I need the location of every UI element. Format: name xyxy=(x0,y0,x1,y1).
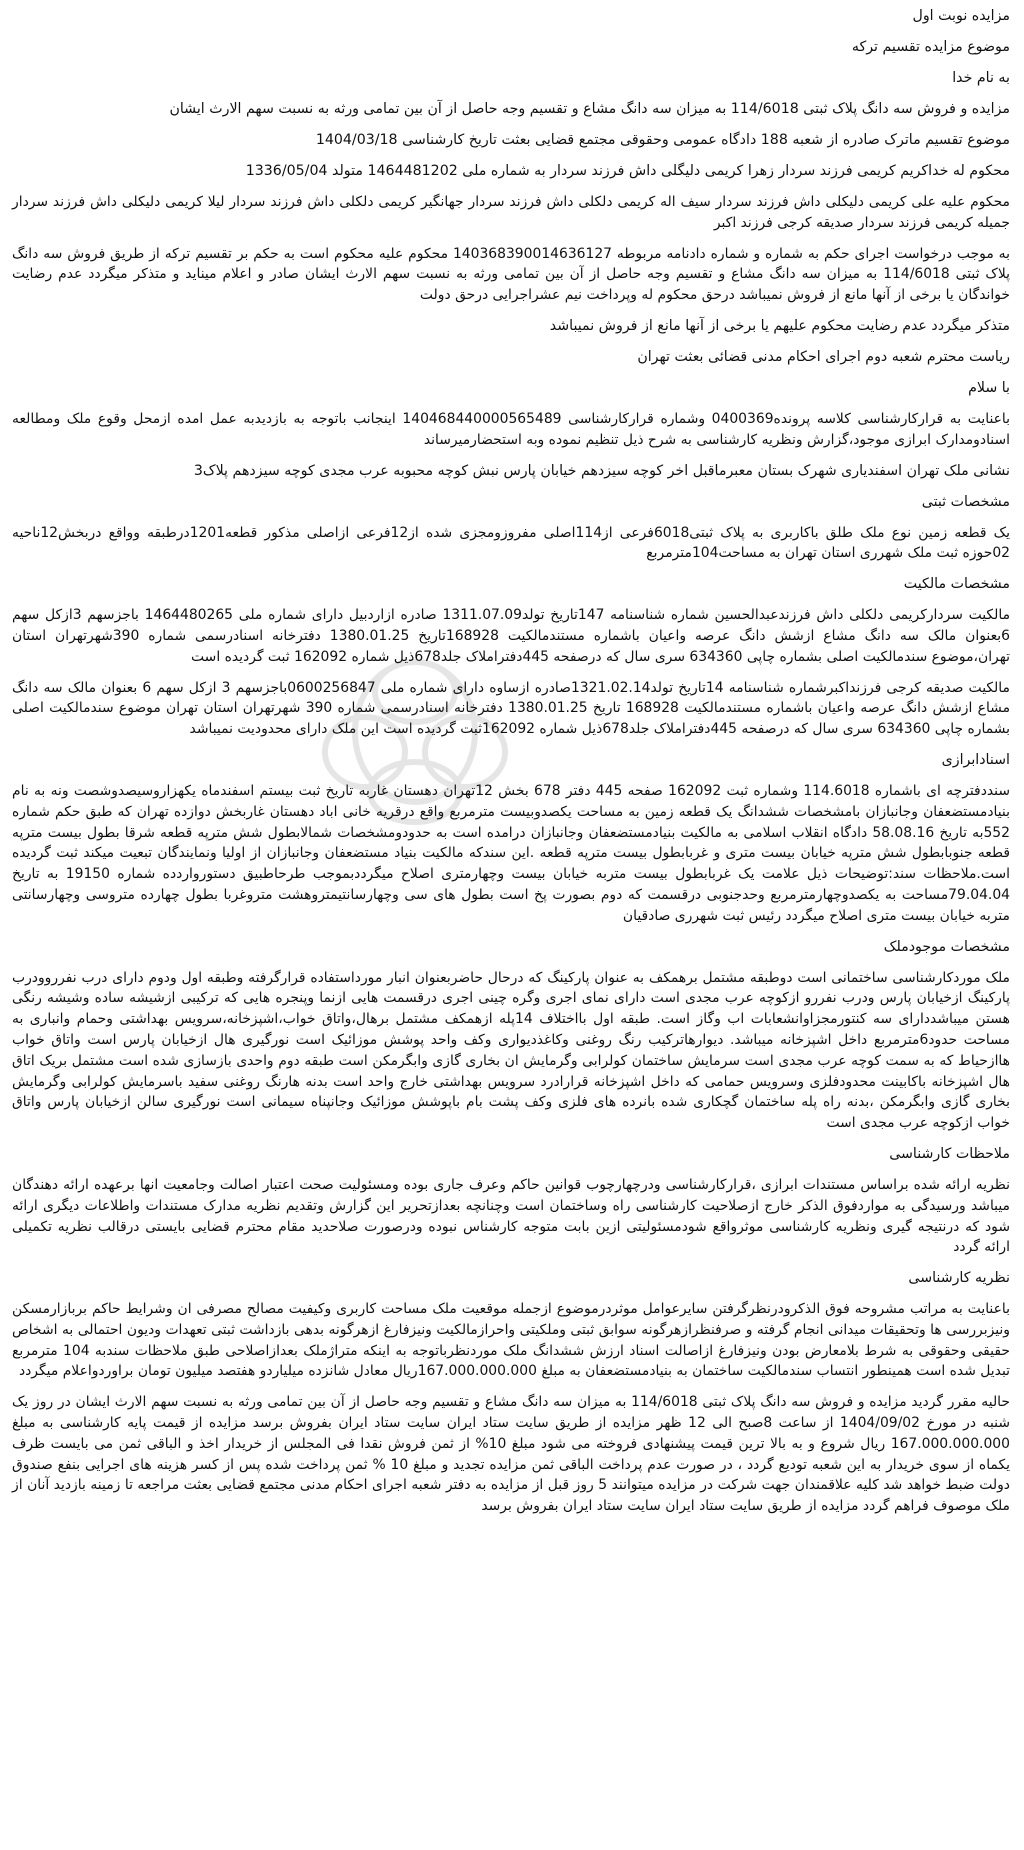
address-line: نشانی ملک تهران اسفندیاری شهرک بستان معبرماقبل اخر کوچه سیزدهم خیابان پارس نبش کوچه محبوبه عرب مجدی کوچه سیزدهم پلاک3 xyxy=(193,462,1010,479)
debtors-paragraph: محکوم علیه علی کریمی دلیکلی داش فرزند سردار سیف اله کریمی دلکلی داش فرزند سردار جهانگیر کریمی دلکلی داش فرزند سردار لیلا کریمی دلیکلی داش فرزند سردار جمیله کریمی فرزند سردار صدیقه کرجی فرزند اکبر xyxy=(12,194,1010,231)
notice-title: مزایده نوبت اول xyxy=(912,8,1010,24)
condition-paragraph: ملک موردکارشناسی ساختمانی است دوطبقه مشتمل برهمکف به عنوان پارکینگ که درحال حاضربعنوان انبار مورداستفاده قرارگرفته وطبقه اول ودوم دارای درب نفرروودرب پارکینگ ازخیابان پارس ودرب نفررو ازکوچه عرب مجدی است دارای نمای اجری وگره چینی اجری درقسمت هایی ازنما وپنجره هایی که ترکیبی ازشیشه ساده وشیشه رنگی هستن میباشددارای سه کنتورمجزاوانشعابات اب وگاز است. طبقه اول بااختلاف 14پله ازهمکف مشتمل برهال،واتاق خواب،اشپزخانه،سرویس بهداشتی وحمام وانباری به مساحت حدود6مترمربع داخل اشپزخانه میباشد. دیوارهاترکیب رنگ روغنی وکاغذدیواری وکف واحد پوشش موزائیک است نورگیری هال ازخیابان پارس است واتاق خواب هاازحیاط که به سمت کوچه عرب مجدی است سرمایش ساختمان کولرابی وگرمایش ان بخاری گازی وابگرمکن است طبقه دوم واحدی بازسازی شده است مشتمل بریک اتاق هال اشپزخانه باکابینت محدودفلزی وسرویس حمامی که داخل اشپزخانه قرارادرد سرویس بهداشتی خارج واحد است بدنه هارنگ روغنی سفید باسرمایش کولرابی وگرمایش بخاری گازی وابگرمکن ،بدنه راه پله ساختمان گچکاری شده بانرده های فلزی وکف پشت بام باپوشش موزائیک وجانپناه سیمانی است نورگیری سالن ازخیابان پارس واتاق خواب ازکوچه عرب مجدی است xyxy=(12,969,1010,1132)
opinion-heading: نظریه کارشناسی xyxy=(908,1270,1010,1287)
deeds-heading: اسنادابرازی xyxy=(941,751,1010,768)
greeting-line: با سلام xyxy=(968,379,1010,396)
addressee-line: ریاست محترم شعبه دوم اجرای احکام مدنی قضائی بعثت تهران xyxy=(637,348,1010,365)
ownership-paragraph-1: مالکیت سردارکریمی دلکلی داش فرزندعبدالحسین شماره شناسنامه 147تاریخ تولد1311.07.09 صادره ازاردبیل دارای شماره ملی 1464480265 باجزسهم 3ازکل سهم 6بعنوان مالک سه دانگ مشاع ازشش دانگ عرصه واعیان باشماره مستندمالکیت 168928تاریخ 1380.01.25 دفترخانه اسنادرسمی شماره 390شهرتهران استان تهران،موضوع سندمالکیت اصلی بشماره چاپی 634360 سری سال که درصفحه 445دفتراملاک جلد678ذیل شماره 162092 ثبت گردیده است xyxy=(12,607,1011,665)
report-intro-paragraph: باعنایت به قرارکارشناسی کلاسه پرونده0400369 وشماره قرارکارشناسی 140468440000565489 اینجانب باتوجه به بازدیدبه عمل امده ازمحل وقوع ملک ومطالعه اسنادومدارک ابرازی موجود،گزارش ونظریه کارشناسی به شرح ذیل تنظیم نموده وبه استحضارمیرساند xyxy=(12,410,1011,448)
ownership-heading: مشخصات مالکیت xyxy=(903,576,1010,593)
registry-heading: مشخصات ثبتی xyxy=(921,493,1010,510)
reminder-line: متذکر میگردد عدم رضایت محکوم علیهم یا برخی از آنها مانع از فروش نمیباشد xyxy=(549,317,1010,334)
case-subject: موضوع تقسیم ماترک صادره از شعبه 188 دادگاه عمومی وحقوقی مجتمع قضایی بعثت تاریخ کارشناسی 1404/03/18 xyxy=(315,132,1010,148)
condition-heading: مشخصات موجودملک xyxy=(883,938,1010,955)
notice-subject: موضوع مزایده تقسیم ترکه xyxy=(851,39,1010,55)
request-paragraph: به موجب درخواست اجرای حکم به شماره و شماره دادنامه مربوطه 140368390014636127 محکوم علیه محکوم است به حکم بر تقسیم ترکه از طریق فروش سه دانگ پلاک ثبتی 114/6018 به میزان سه دانگ مشاع و تقسیم وجه حاصل از آن بین تمامی ورثه به نسبت سهم الارث ایشان صادر و اعلام میناید و متذکر میگردد عدم رضایت خواندگان یا برخی از آنها مانع از فروش نمیباشد درحق محکوم له وپرداخت نیم عشراجرایی درحق دولت xyxy=(12,245,1011,304)
beneficiary-line: محکوم له خداکریم کریمی فرزند سردار زهرا کریمی دلیگلی داش فرزند سردار به شماره ملی 1464481202 متولد 1336/05/04 xyxy=(245,163,1010,179)
invocation: به نام خدا xyxy=(952,70,1010,86)
opinion-paragraph: باعنایت به مراتب مشروحه فوق الذکرودرنظرگرفتن سایرعوامل موثردرموضوع ازجمله موقعیت ملک مساحت کاربری وکیفیت مصالح مصرفی ان وشرایط حاکم بربازارمسکن ونیزبررسی ها وتحقیقات میدانی انجام گرفته و صرفنظرازهرگونه سوابق ثبتی وملکیتی واحرازمالکیت ونیزفارغ ازهرگونه بدهی بازداشت ثبتی تعهدات ودیون احتمالی به اشخاص حقیقی وحقوقی به شرط بلامعارض بودن ونیزفارغ ازاصالت اسناد ارزش ششدانگ ملک موردنظرباتوجه به اینکه متراژملک بعدازاصلاحی طبق ملاحظات سندبه 104 مترمربع تبدیل شده است همینطور انتساب سندمالکیت ساختمان به بنیادمستضعفان به مبلغ 167.000.000.000ریال معادل شانزده میلیاردو هفتصد میلیون تومان براوردواعلام میگردد xyxy=(12,1301,1010,1380)
expert-notes-heading: ملاحظات کارشناسی xyxy=(889,1145,1010,1162)
final-paragraph: حالیه مقرر گردید مزایده و فروش سه دانگ پلاک ثبتی 114/6018 به میزان سه دانگ مشاع و تقسیم وجه حاصل از آن بین تمامی ورثه به نسبت سهم الارث ایشان در روز یک شنبه در مورخ 1404/09/02 از ساعت 8صبح الی 12 ظهر مزایده از طریق سایت ستاد ایران سایت ستاد ایران بفروش برسد مزایده از قیمت پایه کارشناسی به مبلغ 167.000.000.000 ریال شروع و به بالا ترین قیمت پیشنهادی فروخته می شود مبلغ 10% از ثمن فروش نقدا فی المجلس از خریدار اخذ و الباقی ثمن می بایست ظرف یکماه از سوی خریدار به این شعبه تودیع گردد ، در صورت عدم پرداخت الباقی ثمن مزایده تجدید و مبلغ 10 % ثمن پرداخت شده پس از کسر هزینه های اجرایی بنفع صندوق دولت ضبط خواهد شد کلیه علاقمندان جهت شرکت در مزایده میتوانند 5 روز قبل از مزایده به دفتر شعبه اجرای احکام مدنی مجتمع قضایی بعثت مراجعه تا زمینه بازدید آنان از ملک موصوف فراهم گردد مزایده از طریق سایت ستاد ایران سایت ستاد ایران بفروش برسد xyxy=(12,1394,1011,1515)
expert-notes-paragraph: نظریه ارائه شده براساس مستندات ابرازی ،قرارکارشناسی ودرچهارچوب قوانین حاکم وعرف جاری بوده ومسئولیت صحت اعتبار اصالت وجامعیت انها برعهده ارائه دهندگان میباشد ورسیدگی به مواردفوق الذکر خارج ازصلاحیت کارشناسی راه وساختمان است وچنانچه بعدازتحریر این گزارش وتقدیم نظریه مدارک مستندات واطلاعات دیگری ارائه شود که درنتیجه گیری ونظریه کارشناسی موثرواقع شودمسئولیتی ازین بابت متوجه کارشناس نبوده ودرصورت صلاحدید مقام محترم قضایی بایستی درقالب نظریه تکمیلی ارائه گردد xyxy=(12,1176,1010,1256)
intro-paragraph: مزایده و فروش سه دانگ پلاک ثبتی 114/6018 به میزان سه دانگ مشاع و تقسیم وجه حاصل از آن بین تمامی ورثه به نسبت سهم الارث ایشان xyxy=(169,101,1010,117)
registry-paragraph: یک قطعه زمین نوع ملک طلق باکاربری به پلاک ثبتی6018فرعی از114اصلی مفروزومجزی شده از12فرعی ازاصلی مذکور قطعه1201درطبقه وواقع دربخش12ناحیه 02حوزه ثبت ملک شهرری استان تهران به مساحت104مترمربع xyxy=(12,524,1010,562)
deeds-paragraph: سنددفترچه ای باشماره 114.6018 وشماره ثبت 162092 صفحه 445 دفتر 678 بخش 12تهران دهستان غاربه تاریخ ثبت بیستم اسفندماه یکهزاروسیصدوشصت ونه به نام بنیادمستضعفان وجانبازان بامشخصات ششدانگ یک قطعه زمین به مساحت یکصدوبیست مترمربع واقع درقریه خانی اباد دهستان غاربخش دوازده تهران که طبق حکم شماره 552به تاریخ 58.08.16 دادگاه انقلاب اسلامی به مالکیت بنیادمستضعفان وجانبازان درامده است به حدودومشخصات شمالابطول شش مترپه قطعه شرقا بطول بیست مترپه قطعه جنوبابطول شش مترپه خیابان بیست متری و غربابطول بیست مترپه قطعه .این سندکه مالکیت بنیاد مستضعفان وجانبازان از اولیا ونمایندگان تبعیت میکند ثبت گردیده است.ملاحظات سند:توضیحات ذیل علامت یک غربابطول بیست متربه خیابان بیست وچهارمتری اصلاح میگرددبموجب طرحاطبیق دستورواردده شماره 19150 به تاریخ 79.04.04مساحت به یکصدوچهارمترمربع وحدجنوبی درقسمت که دوم بصورت پخ است بطول های سی وچهارسانتیمتروهشت متروغربا بطول چهارده متروسی وچهارسانتی متربه خیابان بیست متری اصلاح میگردد رئیس ثبت شهرری صادقیان xyxy=(12,782,1011,924)
ownership-paragraph-2: مالکیت صدیقه کرجی فرزنداکبرشماره شناسنامه 14تاریخ تولد1321.02.14صادره ازساوه دارای شماره ملی 0600256847باجزسهم 3 ازکل سهم 6 بعنوان مالک سه دانگ مشاع ازشش دانگ عرصه واعیان باشماره مستندمالکیت 168928 تاریخ 1380.01.25 دفترخانه اسنادرسمی شماره 390 شهرتهران استان تهران موضوع سندمالکیت اصلی بشماره چاپی 634360 سری سال که درصفحه 445دفتراملاک جلد678ذیل شماره 162092ثبت گردیده است این ملک دارای محدودیت نمیباشد xyxy=(12,679,1011,738)
